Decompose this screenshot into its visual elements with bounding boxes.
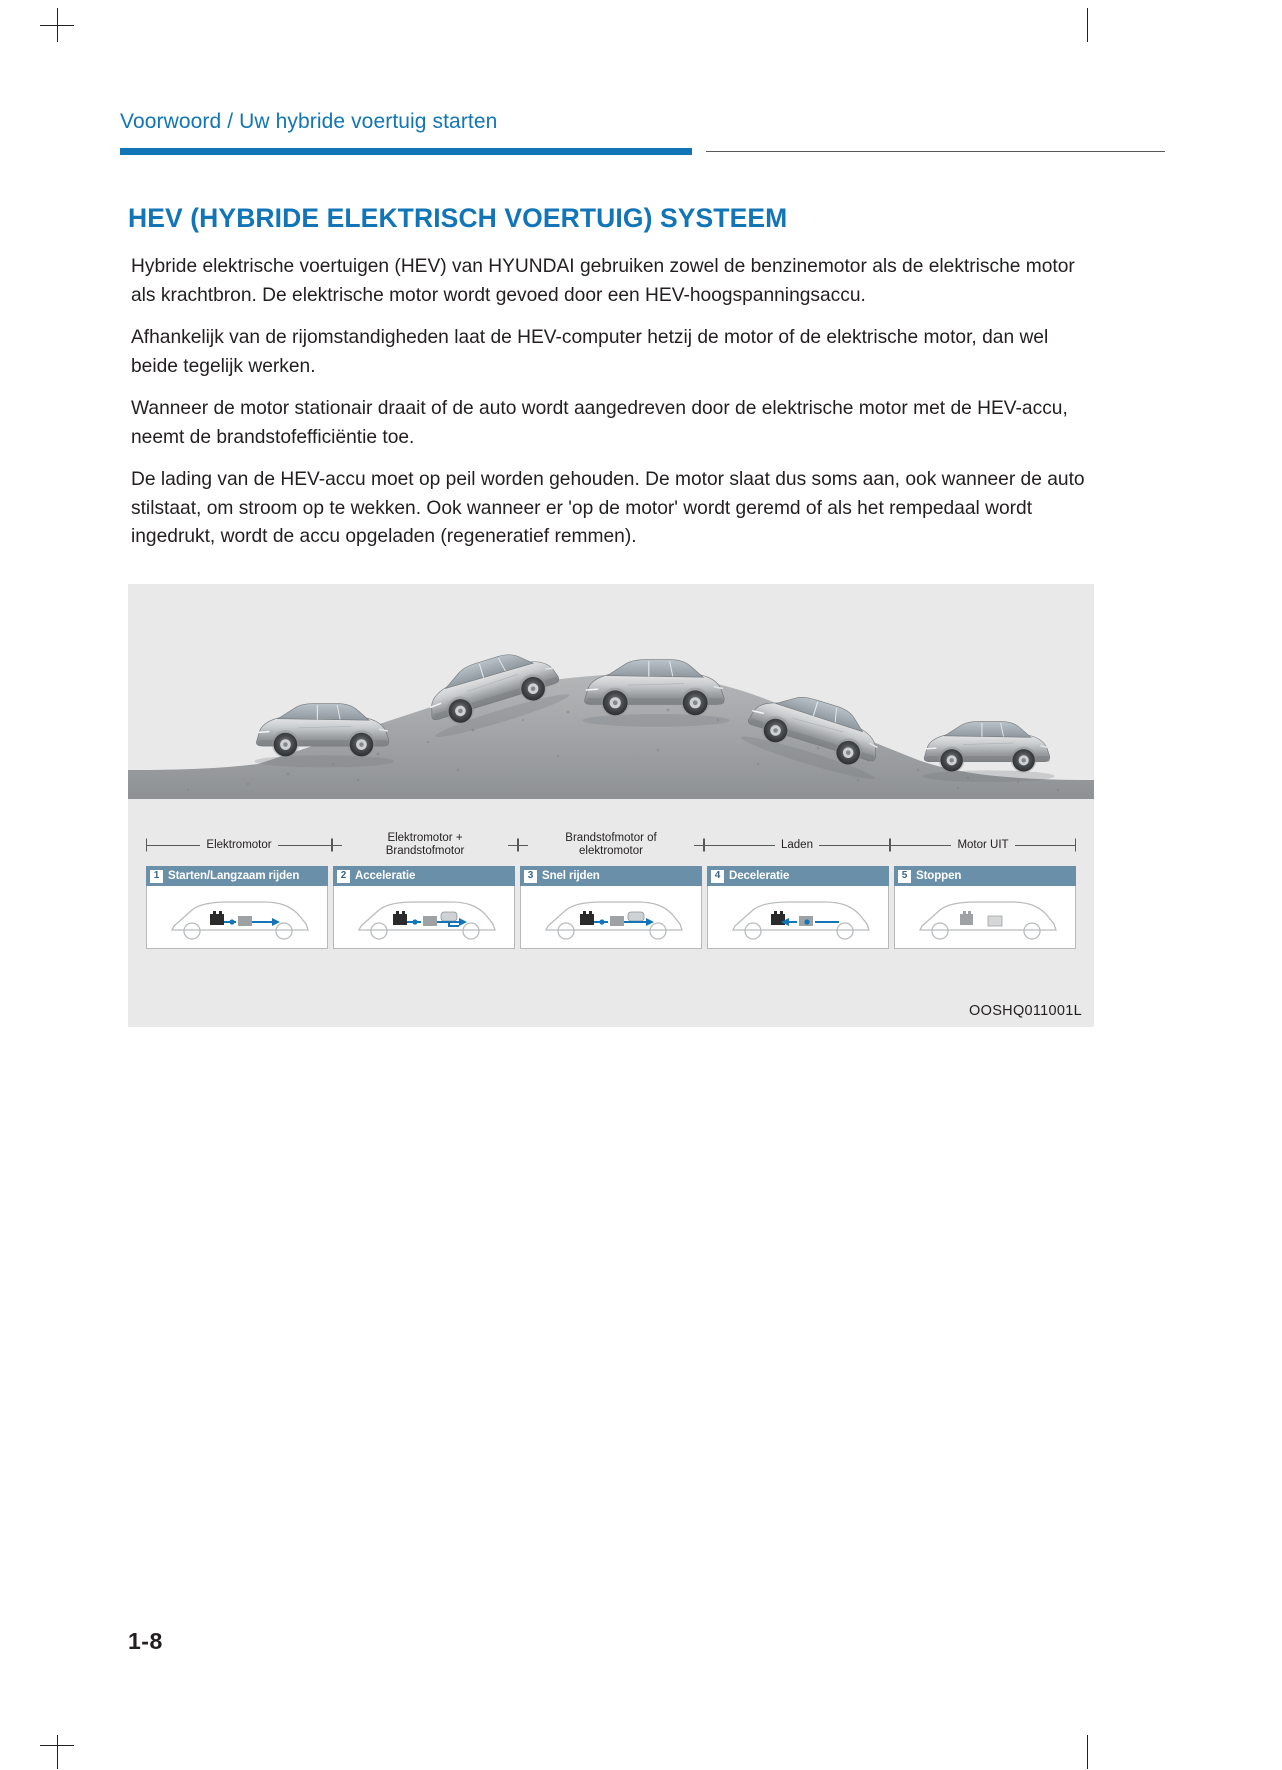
car-phase-3 xyxy=(582,660,729,727)
crop-mark-bottom-left xyxy=(57,1735,58,1769)
phase-label-1 xyxy=(146,828,332,862)
step-card-1-number: 1 xyxy=(150,870,163,883)
crop-mark-top-left-h xyxy=(40,25,74,26)
step-card-3-number: 3 xyxy=(524,870,537,883)
step-card-2-number: 2 xyxy=(337,870,350,883)
phase-label-4-text: Laden xyxy=(775,839,819,852)
crop-mark-top-right xyxy=(1087,8,1088,42)
paragraph-2: Afhankelijk van de rijomstandigheden laat de HEV-computer hetzij de motor of de elektrische motor, dan wel beide tegelijk werken. xyxy=(131,327,1049,377)
step-card-5-number: 5 xyxy=(898,870,911,883)
phase-label-4 xyxy=(704,828,890,862)
step-card-3-diagram xyxy=(520,886,702,949)
step-card-4-head xyxy=(707,866,889,886)
step-card-2-label: Acceleratie xyxy=(355,870,416,882)
running-header xyxy=(120,110,1165,134)
phase-label-5 xyxy=(890,828,1076,862)
phase-label-1-text: Elektromotor xyxy=(200,839,277,852)
step-cards xyxy=(146,866,1076,949)
step-card-2-head xyxy=(333,866,515,886)
figure-caption: OOSHQ011001L xyxy=(969,1003,1082,1019)
step-card-1 xyxy=(146,866,328,949)
step-card-2 xyxy=(333,866,515,949)
hev-system-figure xyxy=(128,584,1094,1027)
step-card-1-diagram xyxy=(146,886,328,949)
powerflow-diagram-4 xyxy=(708,886,888,948)
page-number: 1-8 xyxy=(128,1628,163,1654)
step-card-5 xyxy=(894,866,1076,949)
phase-label-3-text: Brandstofmotor of elektromotor xyxy=(528,832,694,858)
hill-scene-svg xyxy=(128,584,1094,829)
step-card-2-diagram xyxy=(333,886,515,949)
figure-hill-scene xyxy=(128,584,1094,829)
paragraph-1: Hybride elektrische voertuigen (HEV) van HYUNDAI gebruiken zowel de benzinemotor als de elektrische motor als krachtbron. De elektrische motor wordt gevoed door een HEV-hoogspanningsaccu. xyxy=(131,256,1075,306)
car-phase-1 xyxy=(254,704,394,768)
car-phase-5 xyxy=(922,721,1054,781)
step-card-3 xyxy=(520,866,702,949)
step-card-5-diagram xyxy=(894,886,1076,949)
step-card-5-label: Stoppen xyxy=(916,870,962,882)
powerflow-diagram-3 xyxy=(521,886,701,948)
step-card-5-head xyxy=(894,866,1076,886)
step-card-4-number: 4 xyxy=(711,870,724,883)
phase-label-2-text: Elektromotor + Brandstofmotor xyxy=(342,832,508,858)
body-text xyxy=(131,253,1091,566)
step-card-3-head xyxy=(520,866,702,886)
running-header-title: Voorwoord / Uw hybride voertuig starten xyxy=(120,110,498,133)
step-card-3-label: Snel rijden xyxy=(542,870,600,882)
paragraph-3: Wanneer de motor stationair draait of de auto wordt aangedreven door de elektrische motor met de HEV-accu, neemt de brandstofefficiëntie toe. xyxy=(131,398,1068,448)
step-card-4 xyxy=(707,866,889,949)
phase-label-band xyxy=(146,828,1076,862)
header-rule-thick xyxy=(120,148,692,155)
crop-mark-bottom-left-h xyxy=(40,1745,74,1746)
paragraph-4: De lading van de HEV-accu moet op peil worden gehouden. De motor slaat dus soms aan, ook wanneer de auto stilstaat, om stroom op te wekken. Ook wanneer er 'op de motor' wordt geremd of als het rempedaal wordt ingedrukt, wordt de accu opgeladen (regeneratief remmen). xyxy=(131,469,1085,547)
page-title: HEV (HYBRIDE ELEKTRISCH VOERTUIG) SYSTEEM xyxy=(128,203,788,233)
header-rule-thin xyxy=(706,151,1165,152)
phase-label-2 xyxy=(332,828,518,862)
phase-label-3 xyxy=(518,828,704,862)
step-card-1-label: Starten/Langzaam rijden xyxy=(168,870,300,882)
step-card-1-head xyxy=(146,866,328,886)
powerflow-diagram-5 xyxy=(895,886,1075,948)
crop-mark-bottom-right xyxy=(1087,1735,1088,1769)
powerflow-diagram-2 xyxy=(334,886,514,948)
header-rule xyxy=(120,148,1165,155)
step-card-4-label: Deceleratie xyxy=(729,870,790,882)
powerflow-diagram-1 xyxy=(147,886,327,948)
step-card-4-diagram xyxy=(707,886,889,949)
phase-label-5-text: Motor UIT xyxy=(951,839,1014,852)
